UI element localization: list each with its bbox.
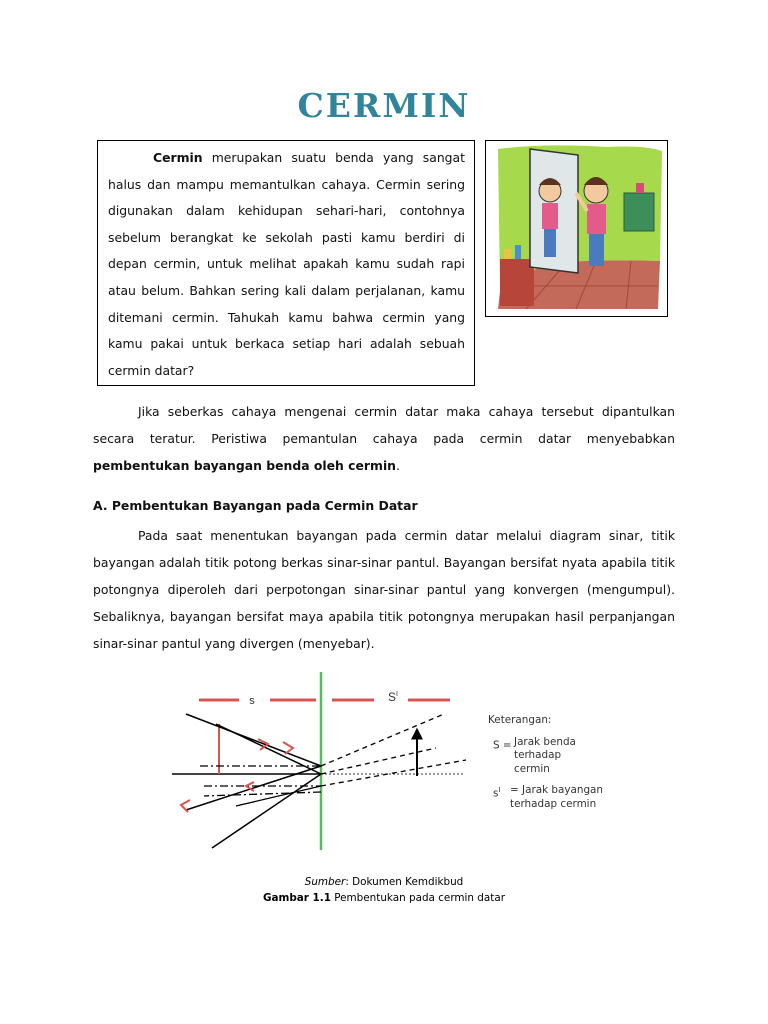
incident-ray: [186, 714, 321, 766]
virtual-ray-extension: [321, 748, 436, 774]
figure-label: Gambar 1.1: [262, 892, 331, 904]
ray-diagram: [166, 668, 476, 854]
label-s-prime: $S^I$: [388, 690, 398, 704]
legend-title: Keterangan:: [488, 714, 552, 726]
paragraph-reflection-bold: pembentukan bayangan benda oleh cermin: [93, 458, 397, 473]
label-s: s: [249, 695, 255, 707]
paragraph-reflection-end: .: [396, 458, 400, 473]
intro-paragraph: [108, 145, 465, 384]
figure-text: Pembentukan pada cermin datar: [330, 892, 505, 904]
legend-text: = Jarak bayangan terhadap cermin: [510, 784, 604, 810]
page-title: CERMIN: [297, 86, 471, 125]
paragraph-reflection: [93, 398, 675, 479]
reflected-ray: [212, 774, 321, 848]
virtual-ray-extension: [321, 714, 444, 766]
legend-text: Jarak benda terhadap cermin: [514, 735, 576, 775]
legend-item-image-distance: [488, 784, 610, 811]
intro-term: Cermin: [153, 150, 203, 165]
legend-item-object-distance: [488, 736, 610, 777]
mirror-illustration: [486, 141, 667, 316]
reflected-ray: [204, 792, 321, 796]
virtual-ray-extension: [321, 760, 466, 786]
figure-caption: [0, 892, 768, 904]
mirror-illustration-frame: [485, 140, 668, 317]
ray-direction-arrow: [181, 800, 190, 812]
intro-textbox: [97, 140, 475, 386]
intro-text: merupakan suatu benda yang sangat halus dan mampu memantulkan cahaya. Cermin sering digunakan dalam kehidupan sehari-hari, contohnya sebelum berangkat ke sekolah pasti kamu berdiri di depan cermin, untuk melihat apakah kamu sudah rapi atau belum. Bahkan sering kali dalam perjalanan, kamu ditemani cermin. Tahukah kamu bahwa cermin yang kamu pakai untuk berkaca setiap hari adalah sebuah cermin datar?: [108, 150, 465, 378]
legend-symbol: S =: [493, 738, 512, 751]
source-label: Sumber: [304, 876, 346, 888]
section-a-paragraph: Pada saat menentukan bayangan pada cermin datar melalui diagram sinar, titik bayangan adalah titik potong berkas sinar-sinar pantul. Bayangan bersifat nyata apabila titik potongnya diperoleh dari perpotongan sinar-sinar pantul yang konvergen (mengumpul). Sebaliknya, bayangan bersifat maya apabila titik potongnya merupakan hasil perpanjangan sinar-sinar pantul yang divergen (menyebar).: [93, 528, 675, 651]
figure-source: [0, 876, 768, 888]
source-text: : Dokumen Kemdikbud: [345, 876, 464, 888]
legend-symbol: $s^I$: [493, 786, 501, 800]
section-a-heading: A. Pembentukan Bayangan pada Cermin Datar: [93, 498, 418, 513]
paragraph-reflection-text: Jika seberkas cahaya mengenai cermin datar maka cahaya tersebut dipantulkan secara teratur. Peristiwa pemantulan cahaya pada cermin datar menyebabkan: [93, 404, 675, 446]
diagram-legend: [488, 714, 610, 811]
